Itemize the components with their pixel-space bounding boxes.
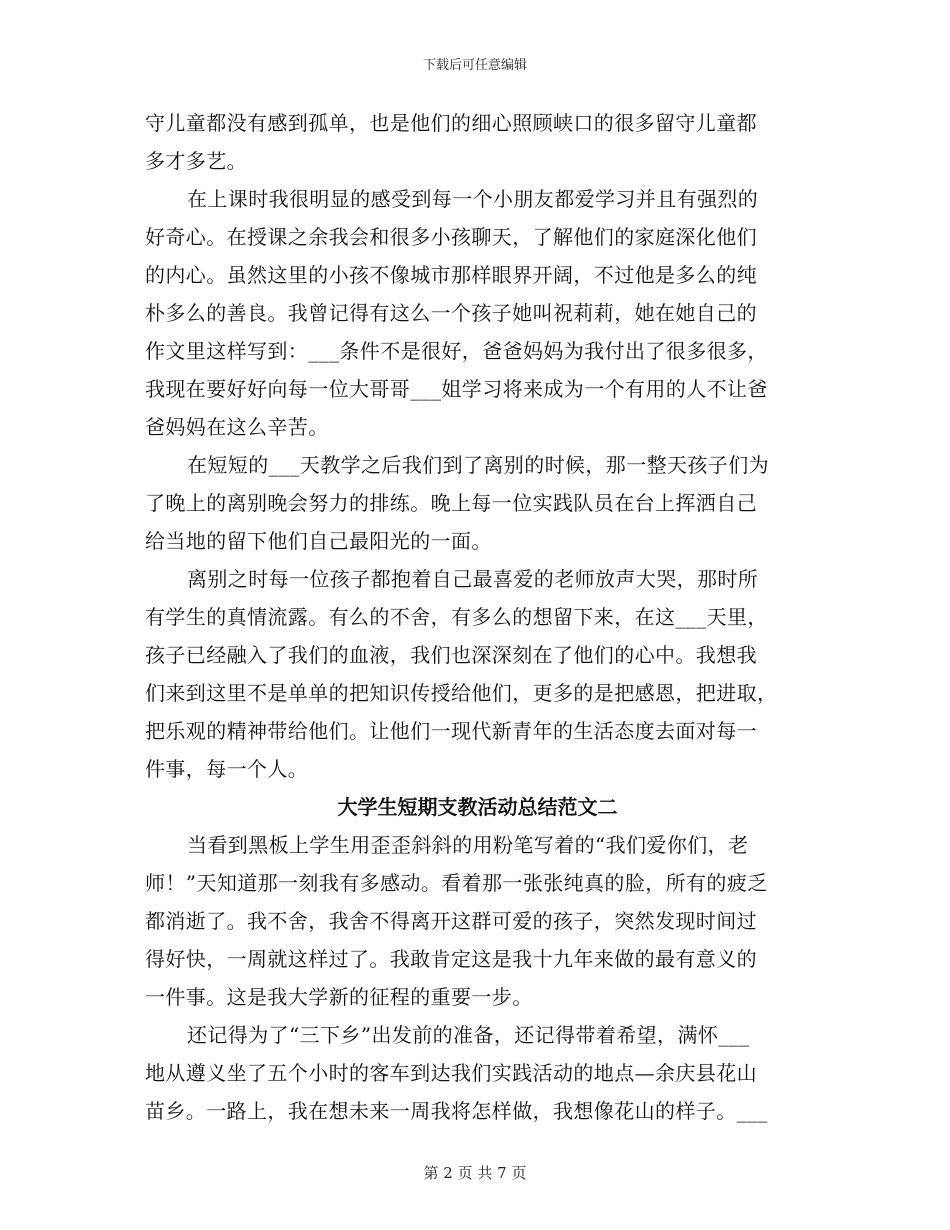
- text-line: 多才多艺。: [145, 149, 247, 173]
- text-line: 得好快，一周就这样过了。我敢肯定这是我十九年来做的最有意义的: [145, 947, 757, 971]
- page-header: 下载后可任意编辑: [422, 58, 527, 73]
- text-line: 师！”天知道那一刻我有多感动。看着那一张张纯真的脸，所有的疲乏: [145, 871, 768, 895]
- text-line: 件事，每一个人。: [145, 757, 309, 781]
- document-body: [145, 104, 810, 1130]
- paragraph-start-line: 当看到黑板上学生用歪歪斜斜的用粉笔写着的“我们爱你们，老: [187, 833, 749, 857]
- text-line: 作文里这样写到：___条件不是很好，爸爸妈妈为我付出了很多很多，: [145, 339, 768, 363]
- text-line: 都消逝了。我不舍，我舍不得离开这群可爱的孩子，突然发现时间过: [145, 909, 757, 933]
- text-line: 爸妈妈在这么辛苦。: [145, 415, 329, 439]
- text-line: 我现在要好好向每一位大哥哥___姐学习将来成为一个有用的人不让爸: [145, 377, 768, 401]
- page-footer: 第 2 页 共 7 页: [423, 1164, 527, 1182]
- paragraph-start-line: 在上课时我很明显的感受到每一个小朋友都爱学习并且有强烈的: [187, 187, 759, 211]
- text-line: 了晚上的离别晚会努力的排练。晚上每一位实践队员在台上挥洒自己: [145, 491, 757, 515]
- text-line: 朴多么的善良。我曾记得有这么一个孩子她叫祝莉莉，她在她自己的: [145, 301, 757, 325]
- text-line: 地从遵义坐了五个小时的客车到达我们实践活动的地点—余庆县花山: [145, 1061, 757, 1085]
- paragraph-start-line: 还记得为了“三下乡”出发前的准备，还记得带着希望，满怀___: [187, 1023, 750, 1047]
- paragraph-start-line: 在短短的___天教学之后我们到了离别的时候，那一整天孩子们为: [187, 453, 769, 477]
- text-line: 把乐观的精神带给他们。让他们一现代新青年的生活态度去面对每一: [145, 719, 757, 743]
- paragraph-start-line: 离别之时每一位孩子都抱着自己最喜爱的老师放声大哭，那时所: [187, 567, 759, 591]
- text-line: 苗乡。一路上，我在想未来一周我将怎样做，我想像花山的样子。___: [145, 1099, 768, 1123]
- text-line: 们来到这里不是单单的把知识传授给他们，更多的是把感恩，把进取，: [145, 681, 778, 705]
- text-line: 的内心。虽然这里的小孩不像城市那样眼界开阔，不过他是多么的纯: [145, 263, 757, 287]
- text-line: 守儿童都没有感到孤单，也是他们的细心照顾峡口的很多留守儿童都: [145, 111, 757, 135]
- section-title: 大学生短期支教活动总结范文二: [337, 795, 618, 819]
- text-line: 给当地的留下他们自己最阳光的一面。: [145, 529, 492, 553]
- text-line: 一件事。这是我大学新的征程的重要一步。: [145, 985, 533, 1009]
- text-line: 有学生的真情流露。有么的不舍，有多么的想留下来，在这___天里，: [145, 605, 768, 629]
- text-line: 好奇心。在授课之余我会和很多小孩聊天，了解他们的家庭深化他们: [145, 225, 757, 249]
- text-line: 孩子已经融入了我们的血液，我们也深深刻在了他们的心中。我想我: [145, 643, 757, 667]
